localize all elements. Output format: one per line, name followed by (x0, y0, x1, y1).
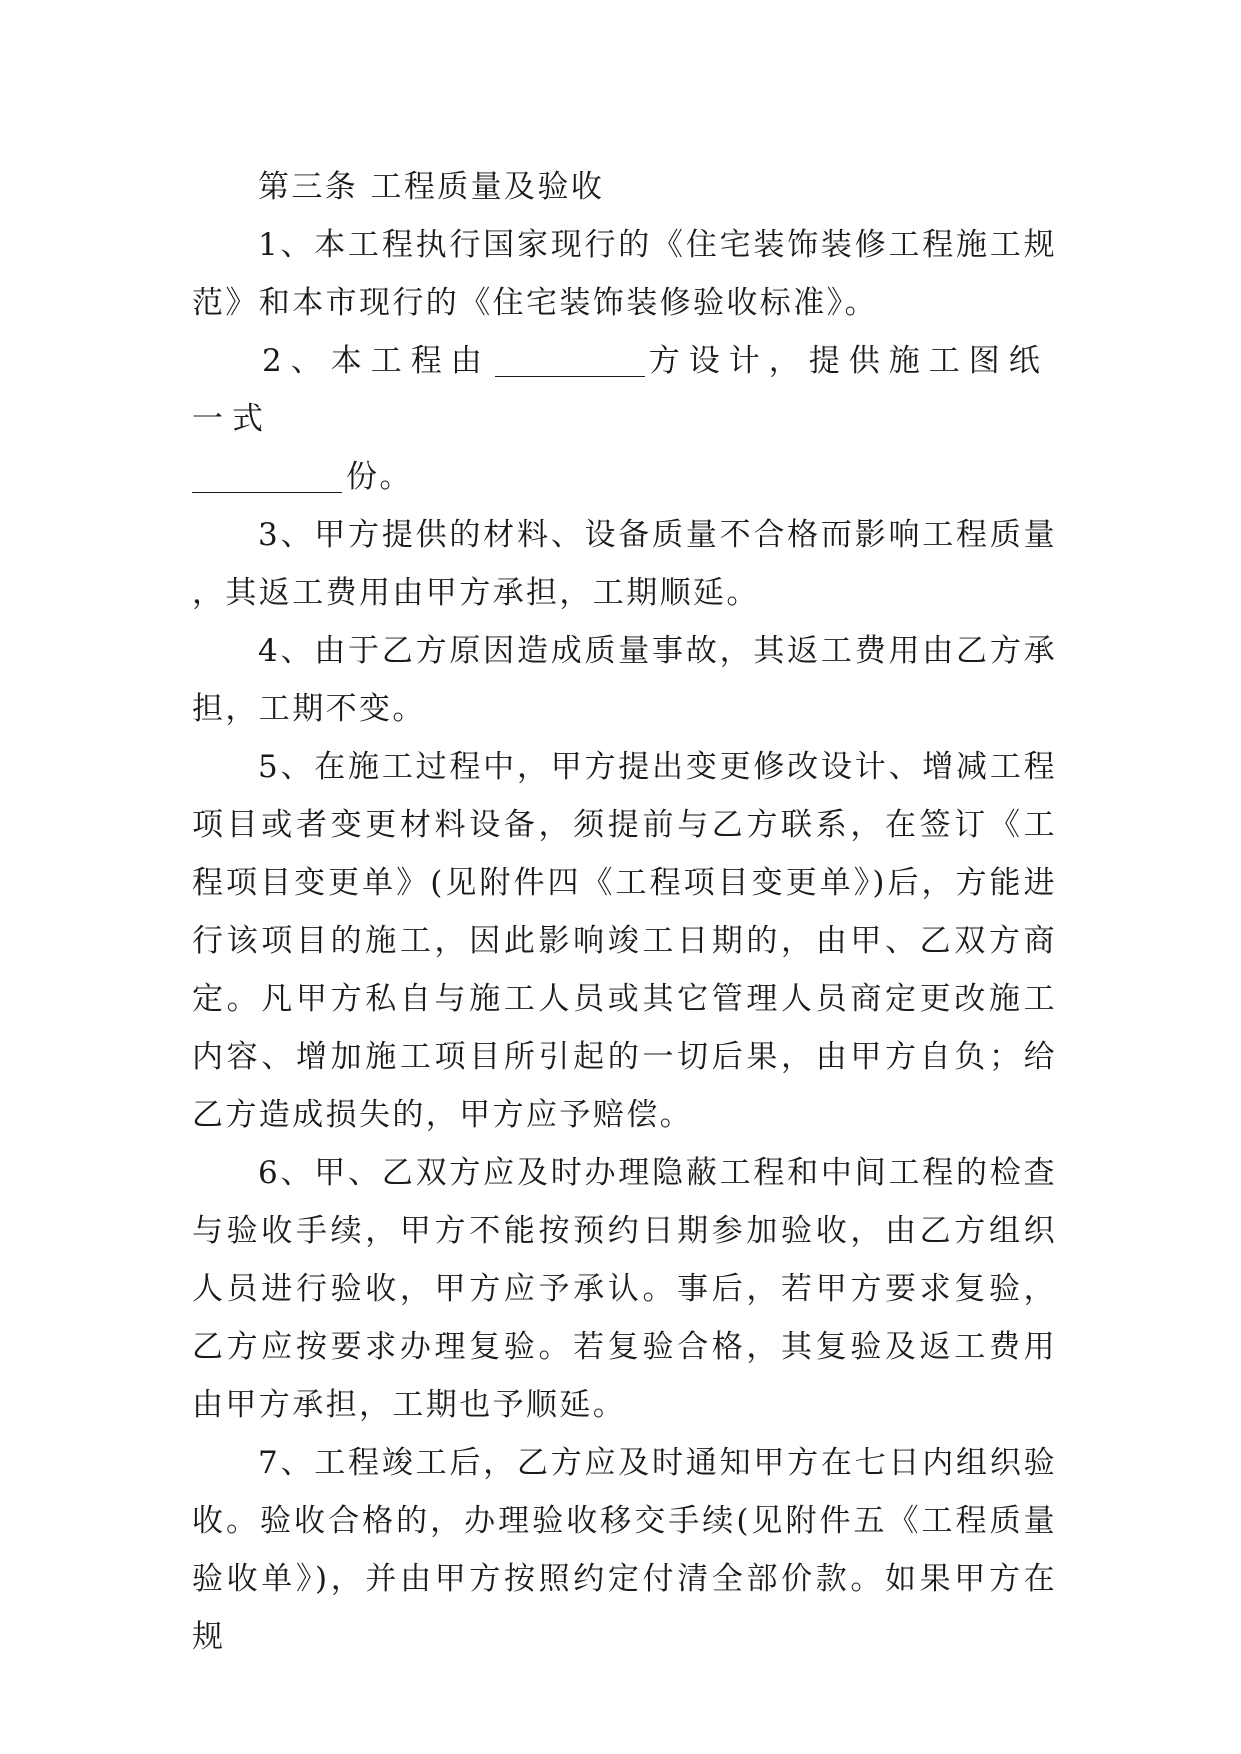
clause-item-1: 1、本工程执行国家现行的《住宅装饰装修工程施工规范》和本市现行的《住宅装饰装修验收标准》。 (192, 227, 1057, 321)
clause-item-5: 5、在施工过程中，甲方提出变更修改设计、增减工程项目或者变更材料设备，须提前与乙方联系，在签订《工程项目变更单》(见附件四《工程项目变更单》)后，方能进行该项目的施工，因此影响竣工日期的，由甲、乙双方商定。凡甲方私自与施工人员或其它管理人员商定更改施工内容、增加施工项目所引起的一切后果，由甲方自负；给乙方造成损失的，甲方应予赔偿。 (192, 749, 1057, 1133)
section-heading: 第三条 工程质量及验收 (258, 169, 605, 205)
clause-item-6: 6、甲、乙双方应及时办理隐蔽工程和中间工程的检查与验收手续，甲方不能按预约日期参加验收，由乙方组织人员进行验收，甲方应予承认。事后，若甲方要求复验，乙方应按要求办理复验。若复验合格，其复验及返工费用由甲方承担，工期也予顺延。 (192, 1155, 1057, 1423)
clause-item-4: 4、由于乙方原因造成质量事故，其返工费用由乙方承担，工期不变。 (192, 633, 1057, 727)
clause-item-3: 3、甲方提供的材料、设备质量不合格而影响工程质量，其返工费用由甲方承担，工期顺延。 (192, 517, 1057, 611)
clause-item-2-middle: 方设计，提供施工图纸一式 (192, 343, 1049, 437)
clause-item-2-suffix: 份。 (346, 459, 413, 495)
document-body (192, 158, 1057, 1666)
clause-item-2 (192, 332, 1057, 448)
clause-item-2-prefix: 2、本工程由 (262, 343, 491, 379)
copies-blank (192, 462, 342, 493)
clause-item-2-continuation (192, 448, 1057, 506)
clause-item-7: 7、工程竣工后，乙方应及时通知甲方在七日内组织验收。验收合格的，办理验收移交手续(见附件五《工程质量验收单》)，并由甲方按照约定付清全部价款。如果甲方在规 (192, 1445, 1057, 1655)
designer-blank (495, 346, 645, 377)
